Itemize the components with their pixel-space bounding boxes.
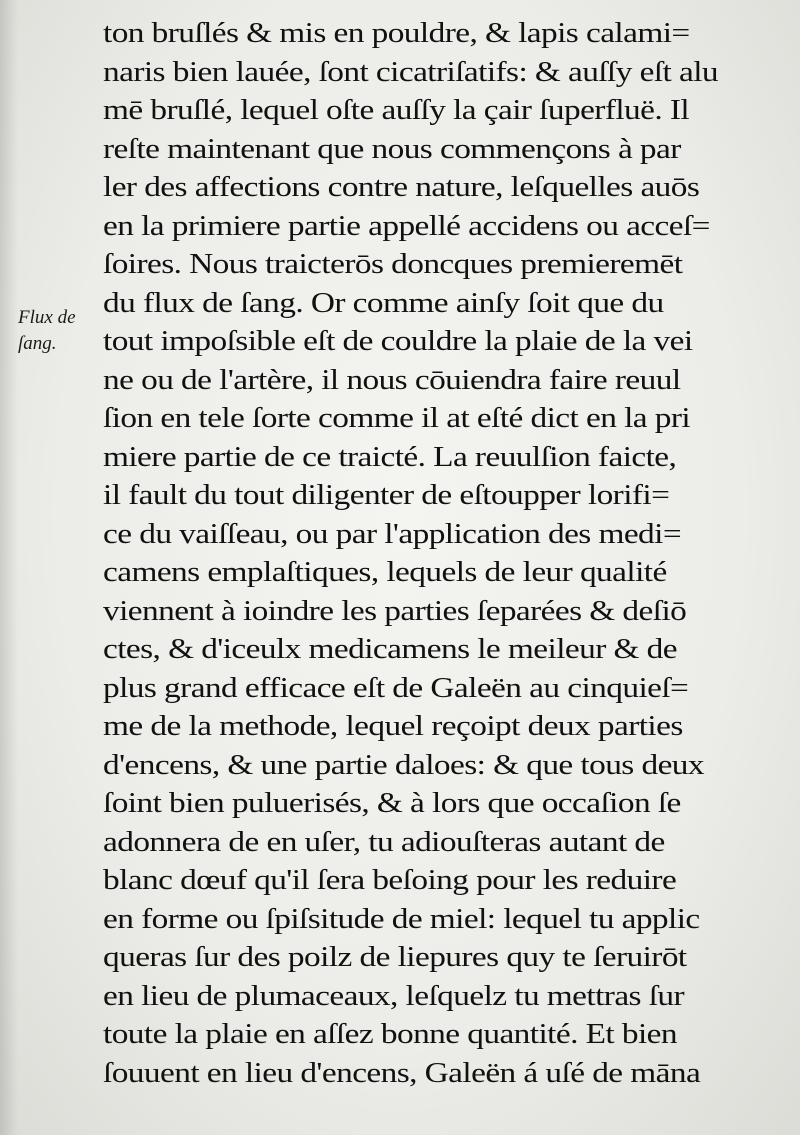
- text-line: en forme ou ſpiſsitude de miel: lequel tu applic: [103, 902, 700, 935]
- text-line: tout impoſsible eſt de couldre la plaie de la vei: [103, 325, 693, 357]
- body-text: [103, 14, 773, 1092]
- text-line: il fault du tout diligenter de eſtoupper lorifi=: [103, 479, 670, 511]
- text-line: ſoint bien puluerisés, & à lors que occaſion ſe: [103, 787, 681, 819]
- text-line: reſte maintenant que nous commençons à par: [103, 132, 681, 165]
- text-line: plus grand efficace eſt de Galeën au cinquieſ=: [103, 671, 689, 704]
- text-line: blanc dœuf qu'il ſera beſoing pour les reduire: [103, 864, 677, 896]
- text-line: ton bruſlés & mis en pouldre, & lapis calami=: [103, 17, 690, 49]
- text-line: du flux de ſang. Or comme ainſy ſoit que du: [103, 286, 664, 319]
- text-line: ne ou de l'artère, il nous cōuiendra faire reuul: [103, 363, 681, 396]
- text-line: naris bien lauée, ſont cicatriſatifs: & auſſy eſt alu: [103, 55, 718, 88]
- text-line: mē bruſlé, lequel oſte auſſy la çair ſuperfluë. Il: [103, 94, 690, 126]
- text-line: camens emplaſtiques, lequels de leur qualité: [103, 556, 667, 588]
- text-line: ce du vaiſſeau, ou par l'application des medi=: [103, 517, 682, 550]
- text-line: d'encens, & une partie daloes: & que tous deux: [103, 748, 705, 781]
- text-line: ler des affections contre nature, leſquelles auōs: [103, 171, 700, 203]
- text-line: queras ſur des poilz de liepures quy te ſeruirōt: [103, 941, 687, 973]
- page-gutter-shadow: [0, 0, 18, 1135]
- text-line: viennent à ioindre les parties ſeparées & deſiō: [103, 594, 687, 627]
- marginal-note-line-1: Flux de: [18, 307, 76, 328]
- text-line: en lieu de plumaceaux, leſquelz tu mettras ſur: [103, 979, 685, 1012]
- text-line: adonnera de en uſer, tu adiouſteras autant de: [103, 825, 665, 858]
- marginal-note-line-2: ſang.: [18, 333, 57, 354]
- text-line: en la primiere partie appellé accidens ou acceſ=: [103, 209, 710, 242]
- text-line: ſoires. Nous traicterōs doncques premieremēt: [103, 248, 683, 280]
- text-line: me de la methode, lequel reçoipt deux parties: [103, 710, 683, 742]
- text-line: ctes, & d'iceulx medicamens le meileur & de: [103, 633, 677, 665]
- text-line: ſouuent en lieu d'encens, Galeën á uſé de māna: [103, 1056, 701, 1089]
- text-line: toute la plaie en aſſez bonne quantité. Et bien: [103, 1018, 677, 1050]
- text-line: ſion en tele ſorte comme il at eſté dict en la pri: [103, 402, 691, 434]
- text-line: miere partie de ce traicté. La reuulſion faicte,: [103, 440, 677, 473]
